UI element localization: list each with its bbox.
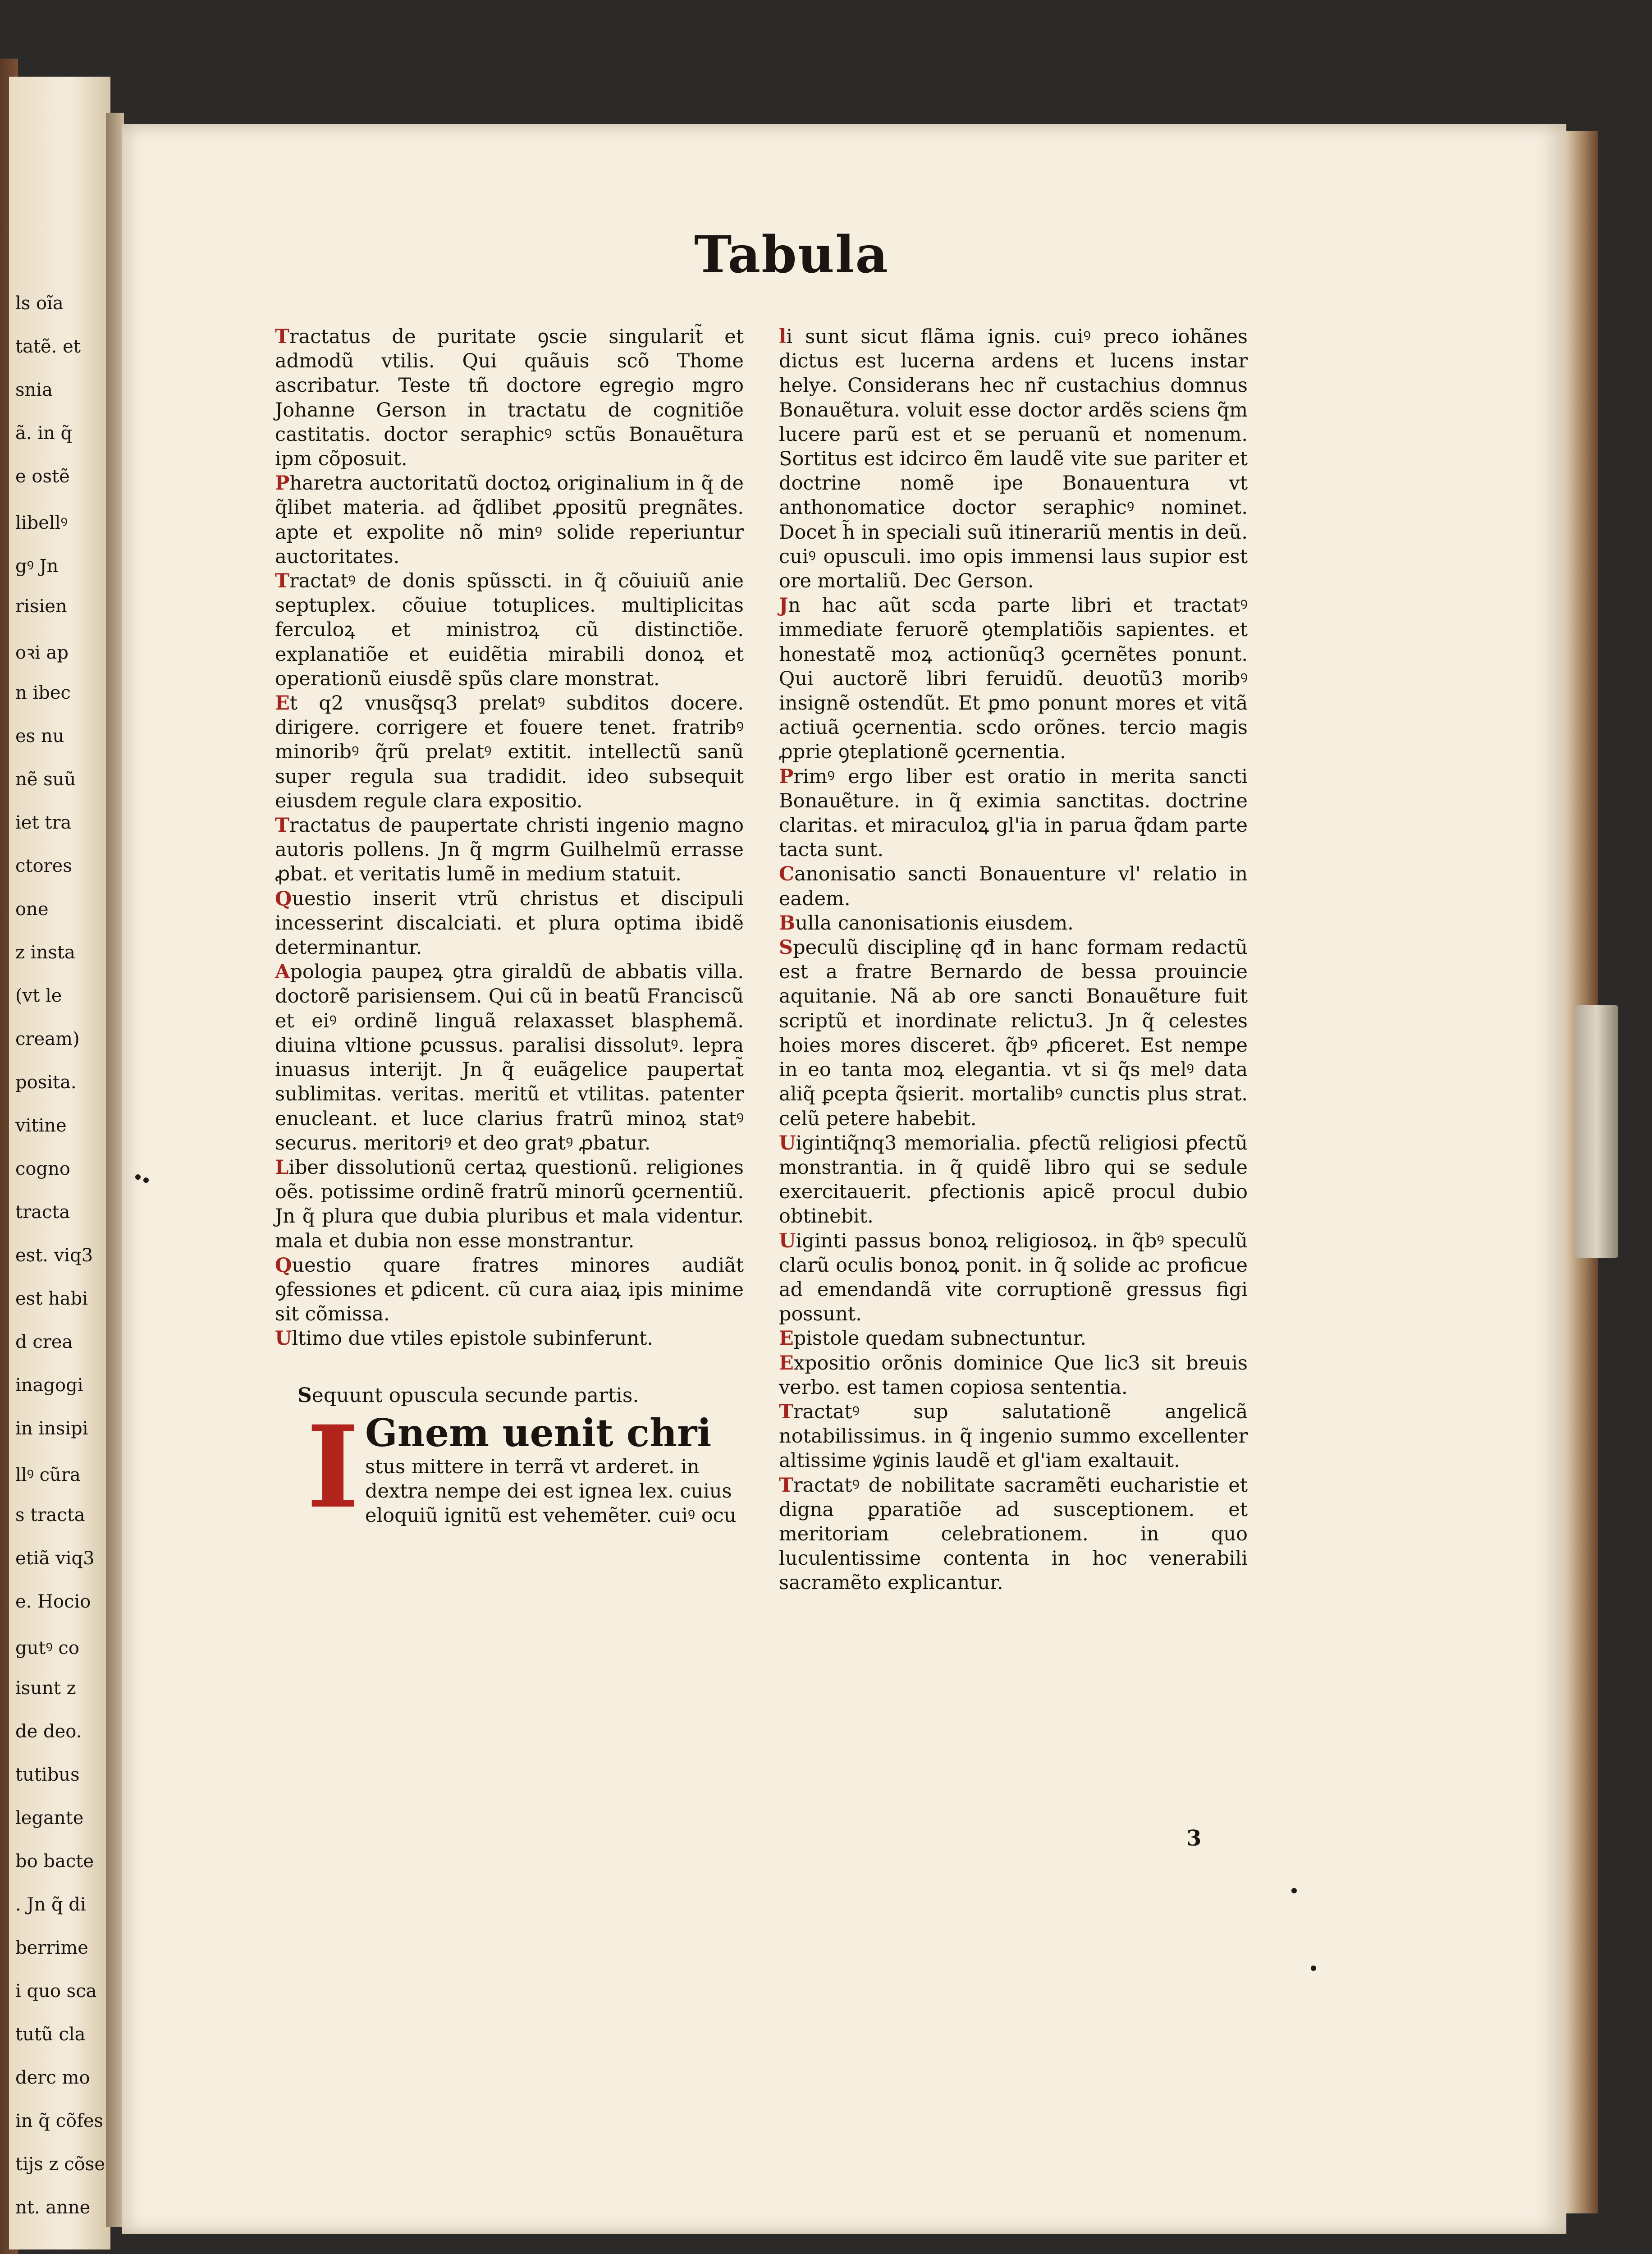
left-page-line-fragment: bo bacte	[15, 1851, 94, 1872]
incipit-first-words: Gnem uenit chri	[365, 1410, 712, 1455]
left-page-line-fragment: oꝛi ap	[15, 642, 69, 663]
left-page-line-fragment: in insipi	[15, 1418, 88, 1439]
book-gutter	[106, 113, 124, 2227]
left-page-line-fragment: derc mo	[15, 2067, 90, 2088]
left-page-line-fragment: es nu	[15, 726, 64, 747]
left-page-line-fragment: isunt z	[15, 1678, 76, 1699]
left-page-line-fragment: ã. in q̃	[15, 423, 73, 444]
table-entry: Questio inserit vtrũ christus et discipuli incesserint discalciati. et plura optima ibidẽ determinantur.	[275, 887, 744, 959]
table-entry: Tractatꝰ de donis spũsscti. in q̃ cõuiuiũ anie septuplex. cõuiue totuplices. multiplicitas ferculoꝝ et ministroꝝ cũ distinctiõe. explanatiõe et euidẽtia mirabili donoꝝ et operationũ eiusdẽ spũs clare monstrat.	[275, 570, 744, 690]
left-page-line-fragment: n ibec	[15, 683, 71, 703]
left-page-line-fragment: tatẽ. et	[15, 336, 81, 357]
margin-mark	[1291, 1888, 1297, 1893]
table-entry: Pharetra auctoritatũ doctoꝝ originalium in q̃ de q̃libet materia. ad q̃dlibet ꝓpositũ pregnãtes. apte et expolite nõ minꝰ solide reperiuntur auctoritates.	[275, 472, 744, 568]
table-entry: Et q2 vnusq̃sq3 prelatꝰ subditos docere. dirigere. corrigere et fouere tenet. fratribꝰ minoribꝰ q̃rũ prelatꝰ extitit. intellectũ sanũ super regula sua tradidit. ideo subsequit eiusdem regule clara expositio.	[275, 692, 744, 812]
margin-mark	[1311, 1965, 1316, 1971]
left-page-line-fragment: gꝰ Jn	[15, 556, 59, 577]
page-header: Tabula	[694, 225, 889, 284]
left-page-line-fragment: est habi	[15, 1288, 88, 1309]
table-entry: Uigintiq̃nq3 memorialia. ꝑfectũ religiosi ꝑfectũ monstrantia. in q̃ quidẽ libro qui se sedule exercitauerit. ꝑfectionis apicẽ procul dubio obtinebit.	[779, 1132, 1248, 1228]
left-page-line-fragment: cogno	[15, 1159, 70, 1179]
left-page-line-fragment: ls oĩa	[15, 293, 64, 314]
left-page-line-fragment: etiã viq3	[15, 1548, 95, 1569]
left-page-line-fragment: tutũ cla	[15, 2024, 86, 2045]
margin-mark	[143, 1177, 149, 1183]
left-page-line-fragment: s tracta	[15, 1505, 85, 1526]
table-entry: Tractatus de paupertate christi ingenio magno autoris pollens. Jn q̃ mgrm Guilhelmũ errasse ꝓbat. et veritatis lumẽ in medium statuit.	[275, 814, 744, 886]
left-page-line-fragment: tutibus	[15, 1764, 80, 1785]
table-entry: Tractatus de puritate ꝯscie singularit̃ et admodũ vtilis. Qui quãuis scõ Thome ascribatur. Teste tñ doctore egregio mgro Johanne Gerson in tractatu de cognitiõe castitatis. doctor seraphicꝰ sctũs Bonauẽtura ipm cõposuit.	[275, 325, 744, 471]
left-page-line-fragment: tracta	[15, 1202, 70, 1223]
left-page-line-fragment: legante	[15, 1808, 84, 1828]
left-page-line-fragment: libellꝰ	[15, 513, 68, 533]
red-initial: I	[307, 1400, 359, 1533]
left-page-line-fragment: nt. anne	[15, 2197, 91, 2218]
left-page-line-fragment: iet tra	[15, 812, 72, 833]
table-entry: Epistole quedam subnectuntur.	[779, 1327, 1087, 1350]
left-page-line-fragment: . Jn q̃ di	[15, 1894, 86, 1915]
left-column	[275, 325, 744, 1533]
metal-clasp	[1575, 1005, 1618, 1258]
folio-number: 3	[1186, 1826, 1202, 1851]
left-page-line-fragment: risien	[15, 596, 67, 617]
left-page-line-fragment: cream)	[15, 1029, 80, 1049]
table-entry: Bulla canonisationis eiusdem.	[779, 912, 1074, 935]
left-page-line-fragment: berrime	[15, 1938, 88, 1958]
left-page-line-fragment: (vt le	[15, 985, 62, 1006]
incipit-text: stus mittere in terrã vt arderet. in dextra nempe dei est ignea lex. cuius eloquiũ ignitũ est vehemẽter. cuiꝰ ocu	[365, 1455, 737, 1527]
table-entry: Speculũ disciplinę qđ in hanc formam redactũ est a fratre Bernardo de bessa prouincie aquitanie. Nã ab ore sancti Bonauẽture fuit scriptũ et inordinate relictu3. Jn q̃ celestes hoies mores disceret. q̃bꝰ ꝓficeret. Est nempe in eo tanta moꝝ elegantia. vt si q̃s melꝰ data aliq̃ ꝑcepta q̃sierit. mortalibꝰ cunctis plus strat. celũ petere habebit.	[779, 936, 1248, 1130]
left-page-line-fragment: snia	[15, 380, 53, 400]
left-page-line-fragment: one	[15, 899, 49, 920]
table-entry: Jn hac aũt scda parte libri et tractatꝰ immediate feruorẽ ꝯtemplatiõis sapientes. et honestatẽ moꝝ actionũq3 ꝯcernẽtes ponunt. Qui auctorẽ libri feruidũ. deuotũ3 moribꝰ insignẽ ostendũt. Et ꝑmo ponunt mores et vitã actiuã ꝯcernentia. scdo orõnes. tercio magis ꝓprie ꝯteplationẽ ꝯcernentia.	[779, 594, 1248, 764]
left-page-line-fragment: nẽ suũ	[15, 769, 76, 790]
table-entry: Uiginti passus bonoꝝ religiosoꝝ. in q̃bꝰ speculũ clarũ oculis bonoꝝ ponit. in q̃ solide ac proficue ad emendandã vite corruptionẽ gressus figi possunt.	[779, 1229, 1248, 1326]
left-page-line-fragment: de deo.	[15, 1721, 82, 1742]
left-page-line-fragment: gutꝰ co	[15, 1638, 79, 1658]
table-entry: Ultimo due vtiles epistole subinferunt.	[275, 1327, 654, 1350]
left-page-line-fragment: d crea	[15, 1332, 73, 1352]
table-entry: Tractatꝰ de nobilitate sacramẽti eucharistie et digna ꝑparatiõe ad susceptionem. et meritoriam celebrationem. in quo luculentissime contenta in hoc venerabili sacramẽto explicantur.	[779, 1474, 1248, 1594]
left-page-line-fragment: inagogi	[15, 1375, 83, 1396]
left-page-line-fragment: in q̃ cõfes	[15, 2111, 104, 2131]
table-entry: Canonisatio sancti Bonauenture vl' relatio in eadem.	[779, 863, 1248, 910]
table-entry: Tractatꝰ sup salutationẽ angelicã notabilissimus. in q̃ ingenio summo excellenter altissime ꝟginis laudẽ et gl'iam exaltauit.	[779, 1400, 1248, 1472]
left-page-line-fragment: ctores	[15, 856, 72, 876]
left-page-line-fragment: e. Hocio	[15, 1591, 91, 1612]
left-page-line-fragment: posita.	[15, 1072, 77, 1093]
left-page-line-fragment: e ostẽ	[15, 466, 70, 487]
left-page-line-fragment: llꝰ cũra	[15, 1465, 81, 1485]
incipit-label: Sequunt opuscula secunde partis.	[297, 1384, 639, 1407]
left-page-line-fragment: est. viq3	[15, 1245, 93, 1266]
right-column	[779, 325, 1248, 1595]
left-page-line-fragment: i quo sca	[15, 1981, 97, 2002]
left-page	[9, 77, 110, 2249]
left-page-line-fragment: vitine	[15, 1115, 67, 1136]
table-entry: li sunt sicut flãma ignis. cuiꝰ preco iohãnes dictus est lucerna ardens et lucens instar helye. Considerans hec nr̃ custachius domnus Bonauẽtura. voluit esse doctor ardẽs sciens q̃m lucere parũ est et se peruanũ et nomenum. Sortitus est idcirco ẽm laudẽ vite sue pariter et doctrine nomẽ ipe Bonauentura vt anthonomatice doctor seraphicꝰ nominet. Docet h̃ in speciali suũ itinerariũ mentis in deũ. cuiꝰ opusculi. imo opis immensi laus supior est ore mortaliũ. Dec Gerson.	[779, 325, 1248, 593]
margin-mark	[135, 1174, 141, 1180]
table-entry: Apologia paupeꝝ ꝯtra giraldũ de abbatis villa. doctorẽ parisiensem. Qui cũ in beatũ Franciscũ et eiꝰ ordinẽ linguã relaxasset blasphemã. diuina vltione ꝑcussus. paralisi dissolutꝰ. lepra inuasus interijt. Jn q̃ euãgelice paupertat̃ sublimitas. veritas. meritũ et vtilitas. patenter enucleant. et luce clarius fratrũ minoꝝ statꝰ securus. meritoriꝰ et deo gratꝰ ꝓbatur.	[275, 961, 744, 1154]
table-entry: Liber dissolutionũ certaꝝ questionũ. religiones oẽs. potissime ordinẽ fratrũ minorũ ꝯcernentiũ. Jn q̃ plura que dubia pluribus et mala videntur. mala et dubia non esse monstrantur.	[275, 1156, 744, 1252]
table-entry: Questio quare fratres minores audiãt ꝯfessiones et ꝑdicent. cũ cura aiaꝝ ipis minime sit cõmissa.	[275, 1254, 744, 1326]
incipit	[275, 1400, 744, 1533]
left-page-line-fragment: tijs z cõse	[15, 2154, 105, 2175]
table-entry: Expositio orõnis dominice Que lic3 sit breuis verbo. est tamen copiosa sententia.	[779, 1351, 1248, 1399]
table-entry: Primꝰ ergo liber est oratio in merita sancti Bonauẽture. in q̃ eximia sanctitas. doctrine claritas. et miraculoꝝ gl'ia in parua q̃dam parte tacta sunt.	[779, 765, 1248, 861]
left-page-line-fragment: z insta	[15, 942, 75, 963]
